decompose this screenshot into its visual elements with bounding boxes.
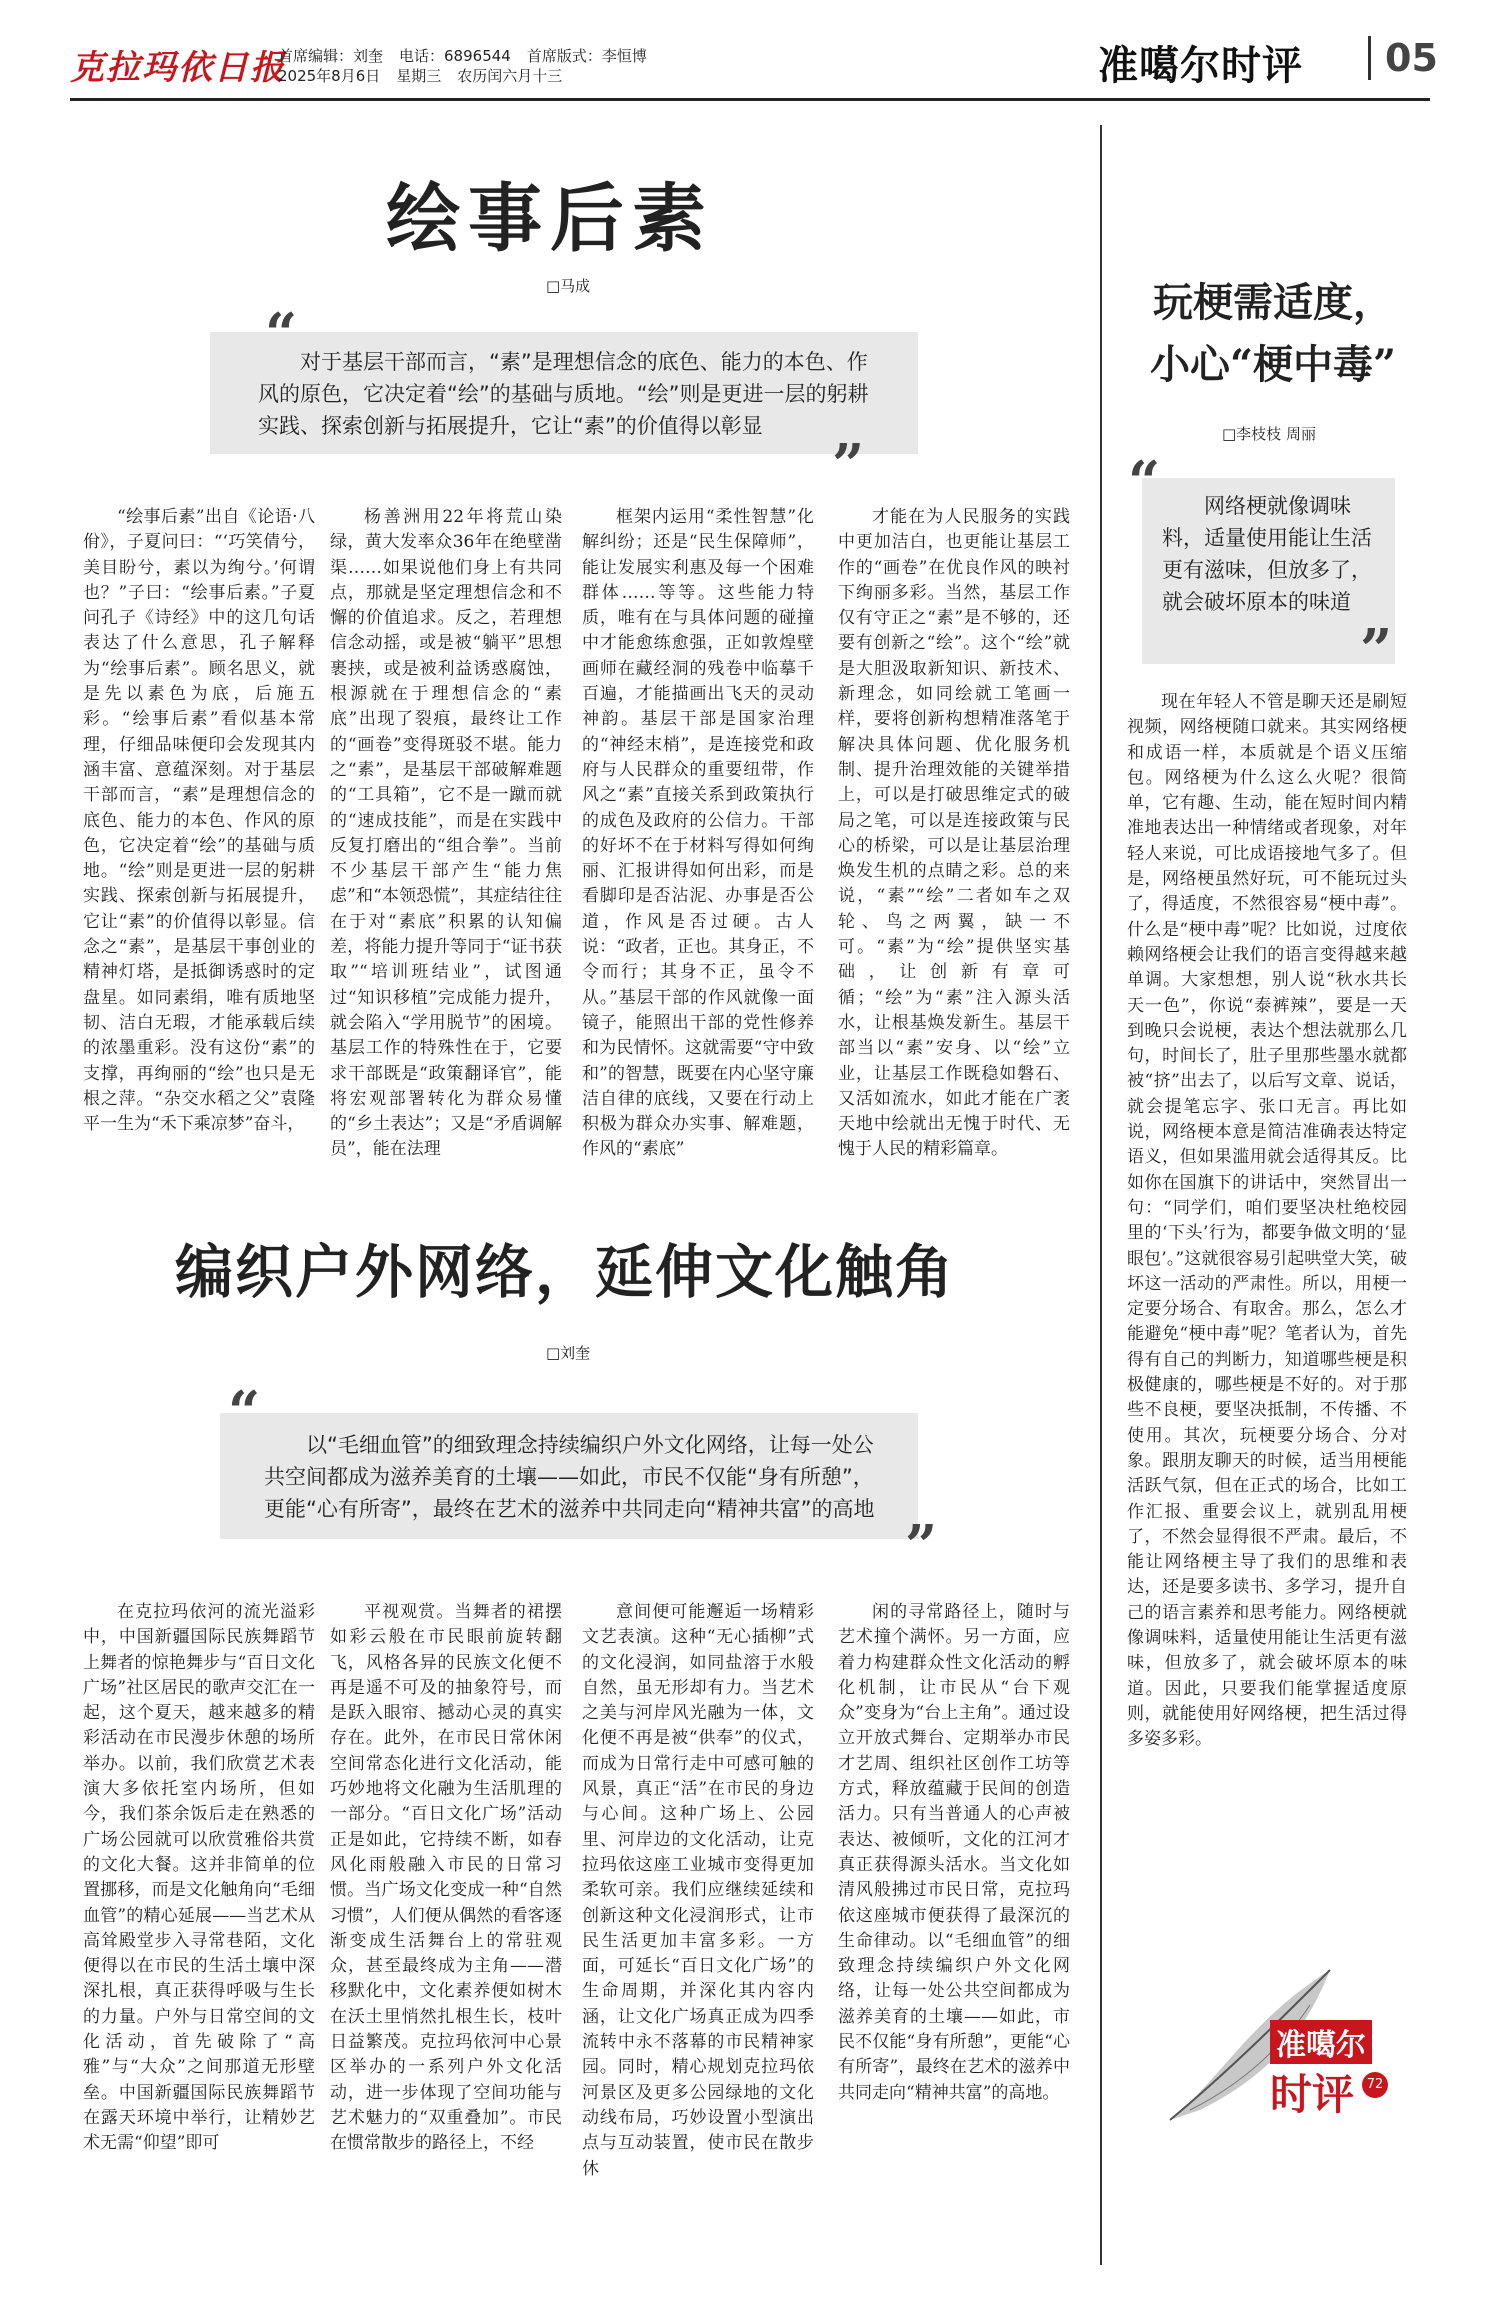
article-2-text: 意间便可能邂逅一场精彩文艺表演。这种“无心插柳”式的文化浸润，如同盐溶于水般自然，虽无形却有力。当艺术之美与河岸风光融为一体，文化便不再是被“供奉”的仪式，而成为日常行走中可感可触的风景，真正“活”在市民的身边与心间。这种广场上、公园里、河岸边的文化活动，让克拉玛依这座工业城市变得更加柔软可亲。我们应继续延续和创新这种文化浸润形式，让市民生活更加丰富多彩。一方面，可延长“百日文化广场”的生命周期，并深化其内容内涵，让文化广场真正成为四季流转中永不落幕的市民精神家园。同时，精心规划克拉玛依河景区及更多公园绿地的文化动线布局，巧妙设置小型演出点与互动装置，使市民在散步休 xyxy=(582,1602,814,2179)
article-1-byline: □马成 xyxy=(546,277,591,295)
open-quote-icon: “ xyxy=(265,301,298,367)
article-3-title-line-2: 小心“梗中毒” xyxy=(1149,341,1396,388)
newspaper-masthead: 克拉玛依日报 xyxy=(70,48,286,88)
article-1-text: 框架内运用“柔性智慧”化解纠纷；还是“民生保障师”，能让发展实利惠及每一个困难群体……等等。这些能力特质，唯有在与具体问题的碰撞中才能愈练愈强，正如敦煌壁画师在藏经洞的残卷中临摹千百遍，才能描画出飞天的灵动神韵。基层干部是国家治理的“神经末梢”，是连接党和政府与人民群众的重要纽带，作风之“素”直接关系到政策执行的成色及政府的公信力。干部的好坏不在于材料写得如何绚丽、汇报讲得如何出彩，而是看脚印是否沾泥、办事是否公道，作风是否过硬。古人说：“政者，正也。其身正，不令而行；其身不正，虽令不从。”基层干部的作风就像一面镜子，能照出干部的党性修养和为民情怀。这就需要“守中致和”的智慧，既要在内心坚守廉洁自律的底线，又要在行动上积极为群众办实事、解难题，作风的“素底” xyxy=(582,507,814,1160)
article-1-summary: 对于基层干部而言，“素”是理想信念的底色、能力的本色、作风的原色，它决定着“绘”的基础与质地。“绘”则是更进一层的躬耕实践、探索创新与拓展提升，它让“素”的价值得以彰显 xyxy=(210,332,918,454)
article-2-column-2 xyxy=(330,1600,562,2220)
close-quote-icon: ” xyxy=(1360,617,1393,683)
article-3-byline: □李枝枝 周丽 xyxy=(1222,425,1316,443)
article-2-column-3 xyxy=(582,1600,814,2220)
article-2-summary: 以“毛细血管”的细致理念持续编织户外文化网络，让每一处公共空间都成为滋养美育的土壤——如此，市民不仅能“身有所憩”，更能“心有所寄”，最终在艺术的滋养中共同走向“精神共富”的高地 xyxy=(220,1413,918,1539)
article-1-column-3 xyxy=(582,505,814,1165)
article-1-title: 绘事后素 xyxy=(386,176,714,262)
column-logo-line-1: 准噶尔 xyxy=(1270,2020,1372,2064)
article-3-body xyxy=(1127,690,1407,1960)
article-1-column-2 xyxy=(330,505,562,1165)
article-3-title-line-1: 玩梗需适度， xyxy=(1153,279,1393,326)
issue-weekday: 星期三 xyxy=(396,67,442,85)
article-1-column-4 xyxy=(838,505,1070,1165)
article-3-summary: 网络梗就像调味料，适量使用能让生活更有滋味，但放多了，就会破坏原本的味道 xyxy=(1142,478,1395,664)
phone-number: 电话：6896544 xyxy=(399,47,511,65)
article-2-text: 闲的寻常路径上，随时与艺术撞个满怀。另一方面，应着力构建群众性文化活动的孵化机制，让市民从“台下观众”变身为“台上主角”。通过设立开放式舞台、定期举办市民才艺周、组织社区创作工坊等方式，释放蕴藏于民间的创造活力。只有当普通人的心声被表达、被倾听，文化的江河才真正获得源头活水。当文化如清风般拂过市民日常，克拉玛依这座城市便获得了最深沉的生命律动。以“毛细血管”的细致理念持续编织户外文化网络，让每一处公共空间都成为滋养美育的土壤——如此，市民不仅能“身有所憩”，更能“心有所寄”，最终在艺术的滋养中共同走向“精神共富”的高地。 xyxy=(838,1602,1070,2103)
article-1-text: “绘事后素”出自《论语·八佾》，子夏问曰：“‘巧笑倩兮，美目盼兮，素以为绚兮。’何谓也？”子曰：“绘事后素。”子夏问孔子《诗经》中的这几句话表达了什么意思，孔子解释为“绘事后素”。顾名思义，就是先以素色为底，后施五彩。“绘事后素”看似基本常理，仔细品味便印会发现其内涵丰富、意蕴深刻。对于基层干部而言，“素”是理想信念的底色、能力的本色、作风的原色，它决定着“绘”的基础与质地。“绘”则是更进一层的躬耕实践、探索创新与拓展提升，它让“素”的价值得以彰显。信念之“素”，是基层干事创业的精神灯塔，是抵御诱惑时的定盘星。如同素绢，唯有质地坚韧、洁白无瑕，才能承载后续的浓墨重彩。没有这份“素”的支撑，再绚丽的“绘”也只是无根之萍。“杂交水稻之父”袁隆平一生为“禾下乘凉梦”奋斗， xyxy=(83,507,315,1135)
open-quote-icon: “ xyxy=(228,1379,261,1445)
chief-editor: 首席编辑：刘奎 xyxy=(278,47,384,65)
chief-layout: 首席版式：李恒博 xyxy=(526,47,647,65)
column-logo-number: 72 xyxy=(1362,2072,1388,2098)
article-1-text: 才能在为人民服务的实践中更加洁白，也更能让基层工作的“画卷”在优良作风的映衬下绚丽多彩。当然，基层工作仅有守正之“素”是不够的，还要有创新之“绘”。这个“绘”就是大胆汲取新知识、新技术、新理念，如同绘就工笔画一样，要将创新构想精准落笔于解决具体问题、优化服务机制、提升治理效能的关键举措上，可以是打破思维定式的破局之笔，可以是连接政策与民心的桥梁，可以是让基层治理焕发生机的点睛之彩。总的来说，“素”“绘”二者如车之双轮、鸟之两翼，缺一不可。“素”为“绘”提供坚实基础，让创新有章可循；“绘”为“素”注入源头活水，让根基焕发新生。基层干部当以“素”安身、以“绘”立业，让基层工作既稳如磐石、又活如流水，如此才能在广袤天地中绘就出无愧于时代、无愧于人民的精彩篇章。 xyxy=(838,507,1070,1160)
issue-date: 2025年8月6日 xyxy=(278,67,381,85)
section-title: 准噶尔时评 xyxy=(1098,42,1303,89)
close-quote-icon: ” xyxy=(832,432,865,498)
article-2-column-1 xyxy=(83,1600,315,2220)
column-logo-line-2: 时评 xyxy=(1270,2070,1355,2119)
article-2-text: 在克拉玛依河的流光溢彩中，中国新疆国际民族舞蹈节上舞者的惊艳舞步与“百日文化广场”社区居民的歌声交汇在一起，这个夏天，越来越多的精彩活动在市民漫步休憩的场所举办。以前，我们欣赏艺术表演大多依托室内场所，但如今，我们茶余饭后走在熟悉的广场公园就可以欣赏雅俗共赏的文化大餐。这并非简单的位置挪移，而是文化触角向“毛细血管”的精心延展——当艺术从高耸殿堂步入寻常巷陌，文化便得以在市民的生活土壤中深深扎根，真正获得呼吸与生长的力量。户外与日常空间的文化活动，首先破除了“高雅”与“大众”之间那道无形壁垒。中国新疆国际民族舞蹈节在露天环境中举行，让精妙艺术无需“仰望”即可 xyxy=(83,1602,315,2154)
article-3-text: 现在年轻人不管是聊天还是刷短视频，网络梗随口就来。其实网络梗和成语一样，本质就是个语义压缩包。网络梗为什么这么火呢？很简单，它有趣、生动，能在短时间内精准地表达出一种情绪或者现象，对年轻人来说，可比成语接地气多了。但是，网络梗虽然好玩，可不能玩过头了，得适度，不然很容易“梗中毒”。什么是“梗中毒”呢？比如说，过度依赖网络梗会让我们的语言变得越来越单调。大家想想，别人说“秋水共长天一色”，你说“泰裤辣”，要是一天到晚只会说梗，表达个想法就那么几句，时间长了，肚子里那些墨水就都被“挤”出去了，以后写文章、说话，就会提笔忘字、张口无言。再比如说，网络梗本意是简洁准确表达特定语义，但如果滥用就会适得其反。比如你在国旗下的讲话中，突然冒出一句：“同学们，咱们要坚决杜绝校园里的‘下头’行为，都要争做文明的‘显眼包’。”这就很容易引起哄堂大笑，破坏这一活动的严肃性。所以，用梗一定要分场合、有取舍。那么，怎么才能避免“梗中毒”呢？笔者认为，首先得有自己的判断力，知道哪些梗是积极健康的，哪些梗是不好的。对于那些不良梗，要坚决抵制，不传播、不使用。其次，玩梗要分场合、分对象。跟朋友聊天的时候，适当用梗能活跃气氛，但在正式的场合，比如工作汇报、重要会议上，就别乱用梗了，不然会显得很不严肃。最后，不能让网络梗主导了我们的思维和表达，还是要多读书、多学习，提升自己的语言素养和思考能力。网络梗就像调味料，适量使用能让生活更有滋味，但放多了，就会破坏原本的味道。因此，只要我们能掌握适度原则，就能使用好网络梗，把生活过得多姿多彩。 xyxy=(1127,692,1407,1750)
article-2-column-4 xyxy=(838,1600,1070,2220)
header-divider xyxy=(70,98,1430,101)
close-quote-icon: ” xyxy=(905,1513,938,1579)
column-divider xyxy=(1100,125,1102,2265)
article-1-column-1 xyxy=(83,505,315,1165)
editor-info-line xyxy=(278,46,663,66)
issue-lunar-date: 农历闰六月十三 xyxy=(457,67,563,85)
article-3-title xyxy=(1118,272,1428,396)
article-2-byline: □刘奎 xyxy=(546,1344,591,1362)
article-2-text: 平视观赏。当舞者的裙摆如彩云般在市民眼前旋转翻飞，风格各异的民族文化便不再是遥不可及的抽象符号，而是跃入眼帘、撼动心灵的真实存在。此外，在市民日常休闲空间常态化进行文化活动，能巧妙地将文化融为生活肌理的一部分。“百日文化广场”活动正是如此，它持续不断，如春风化雨般融入市民的日常习惯。当广场文化变成一种“自然习惯”，人们便从偶然的看客逐渐变成生活舞台上的常驻观众，甚至最终成为主角——潜移默化中，文化素养便如树木在沃土里悄然扎根生长，枝叶日益繁茂。克拉玛依河中心景区举办的一系列户外文化活动，进一步体现了空间功能与艺术魅力的“双重叠加”。市民在惯常散步的路径上，不经 xyxy=(330,1602,562,2154)
article-1-text: 杨善洲用22年将荒山染绿，黄大发率众36年在绝壁凿渠……如果说他们身上有共同点，那就是坚定理想信念和不懈的价值追求。反之，若理想信念动摇，或是被“躺平”思想裹挟，或是被利益诱惑腐蚀，根源就在于理想信念的“素底”出现了裂痕，最终让工作的“画卷”变得斑驳不堪。能力之“素”，是基层干部破解难题的“工具箱”，它不是一蹴而就的“速成技能”，而是在实践中反复打磨出的“组合拳”。当前不少基层干部产生“能力焦虑”和“本领恐慌”，其症结往往在于对“素底”积累的认知偏差，将能力提升等同于“证书获取”“培训班结业”，试图通过“知识移植”完成能力提升，就会陷入“学用脱节”的困境。基层工作的特殊性在于，它要求干部既是“政策翻译官”，能将宏观部署转化为群众易懂的“乡土表达”；又是“矛盾调解员”，能在法理 xyxy=(330,507,562,1160)
article-2-title: 编织户外网络，延伸文化触角 xyxy=(174,1238,955,1306)
open-quote-icon: “ xyxy=(1128,449,1161,515)
page-number: 05 xyxy=(1368,36,1438,80)
date-line xyxy=(278,66,578,86)
column-logo xyxy=(1160,1960,1390,2130)
